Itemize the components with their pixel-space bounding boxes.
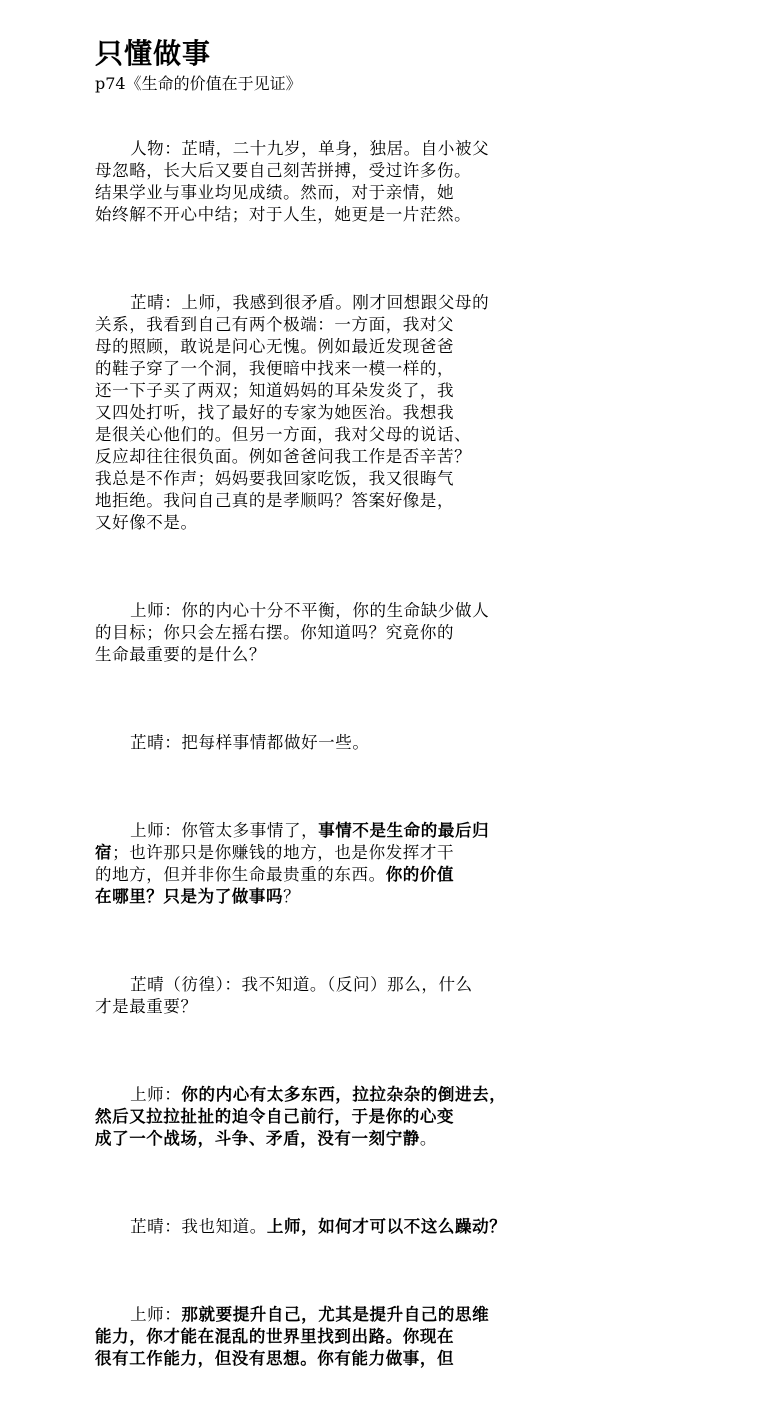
paragraph-master-3 bbox=[95, 1062, 545, 1172]
text-segment: ；也许那只是你赚钱的地方，也是你发挥才干 的地方，但并非你生命最贵重的东西。 bbox=[95, 843, 455, 884]
page-title: 只懂做事 bbox=[95, 37, 212, 70]
text-segment: 芷晴：上师，我感到很矛盾。刚才回想跟父母的 关系，我看到自己有两个极端：一方面，我对父 母的照顾，敢说是问心无愧。例如最近发现爸爸 的鞋子穿了一个洞，我便暗中找来一模一样的， 还一下子买了两双；知道妈妈的耳朵发炎了，我 又四处打听，找了最好的专家为她医治。我想我 是很关心他们的。但另一方面，我对父母的说话、 反应却往往很负面。例如爸爸问我工作是否辛苦？ 我总是不作声；妈妈要我回家吃饭，我又很晦气 地拒绝。我问自己真的是孝顺吗？答案好像是， 又好像不是。 bbox=[95, 293, 490, 532]
bold-segment: 上师，如何才可以不这么躁动？ bbox=[266, 1217, 507, 1236]
paragraph-master-4 bbox=[95, 1282, 545, 1392]
paragraph-zhiqing-1 bbox=[95, 270, 545, 556]
text-segment: 上师：你的内心十分不平衡，你的生命缺少做人 的目标；你只会左摇右摆。你知道吗？究竟你的 生命最重要的是什么？ bbox=[95, 601, 490, 664]
bold-segment: 你的价值 在哪里？只是为了做事吗 bbox=[95, 865, 455, 906]
paragraph-intro bbox=[95, 116, 545, 248]
text-segment: 芷晴：把每样事情都做好一些。 bbox=[130, 733, 370, 752]
paragraph-master-2 bbox=[95, 798, 545, 930]
text-segment: 上师： bbox=[130, 1085, 182, 1104]
text-segment: ？ bbox=[283, 887, 301, 906]
text-segment: 上师：你管太多事情了， bbox=[130, 821, 319, 840]
paragraph-zhiqing-4 bbox=[95, 1194, 545, 1260]
bold-segment: 你的内心有太多东西，拉拉杂杂的倒进去， 然后又拉拉扯扯的迫令自己前行，于是你的心变 成了一个战场，斗争、矛盾，没有一刻宁静 bbox=[95, 1085, 507, 1148]
text-segment: 上师： bbox=[130, 1305, 182, 1324]
text-segment: 芷晴（彷徨）：我不知道。（反问）那么，什么 才是最重要？ bbox=[95, 975, 473, 1016]
text-segment: 。 bbox=[419, 1129, 438, 1148]
text-segment: 芷晴：我也知道。 bbox=[130, 1217, 267, 1236]
document-page bbox=[95, 36, 545, 1414]
text-segment: 人物：芷晴，二十九岁，单身，独居。自小被父 母忽略，长大后又要自己刻苦拼搏，受过许多伤。 结果学业与事业均见成绩。然而，对于亲情，她 始终解不开心中结；对于人生，她更是一片茫然。 bbox=[95, 139, 490, 224]
page-subtitle: p74《生命的价值在于见证》 bbox=[95, 74, 302, 93]
paragraph-zhiqing-2 bbox=[95, 710, 545, 776]
paragraph-master-1 bbox=[95, 578, 545, 688]
bold-segment: 事情不是生命的最后归 宿 bbox=[95, 821, 490, 862]
dialogue-body bbox=[95, 116, 545, 1392]
paragraph-zhiqing-3 bbox=[95, 952, 545, 1040]
bold-segment: 那就要提升自己，尤其是提升自己的思维 能力，你才能在混乱的世界里找到出路。你现在 很有工作能力，但没有思想。你有能力做事，但 bbox=[95, 1305, 490, 1368]
